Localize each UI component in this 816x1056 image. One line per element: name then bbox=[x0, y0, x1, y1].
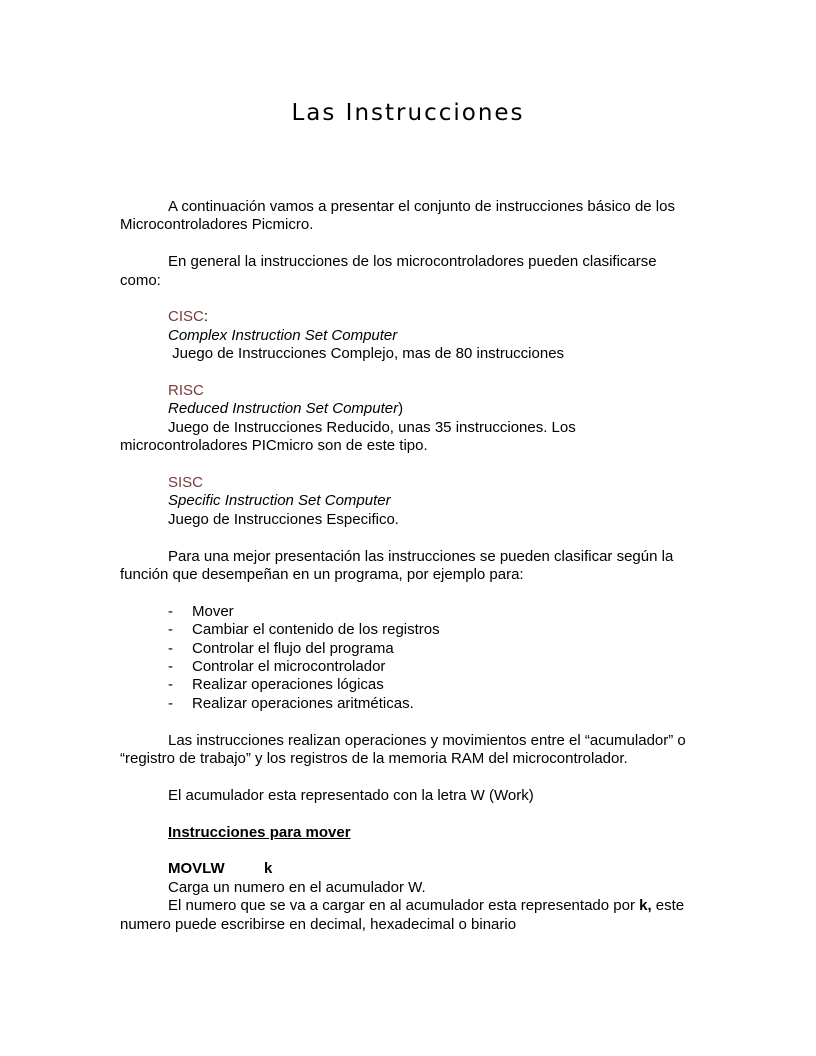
risc-block: RISC Reduced Instruction Set Computer) Juego de Instrucciones Reducido, unas 35 instrucciones. Los microcontroladores PICmicro son de este tipo. bbox=[120, 382, 700, 456]
function-list bbox=[120, 603, 700, 713]
list-item: - Cambiar el contenido de los registros bbox=[168, 621, 440, 639]
list-item: - Controlar el flujo del programa bbox=[168, 639, 394, 657]
movlw-command: MOVLW bbox=[168, 860, 225, 878]
function-classification-paragraph: Para una mejor presentación las instrucciones se pueden clasificar según la función que desempeñan en un programa, por ejemplo para: bbox=[120, 547, 674, 584]
risc-term: RISC bbox=[168, 382, 204, 400]
list-item: - Mover bbox=[168, 602, 234, 620]
classification-paragraph: En general la instrucciones de los microcontroladores pueden clasificarse como: bbox=[120, 253, 657, 289]
sisc-description: Juego de Instrucciones Especifico. bbox=[168, 510, 399, 528]
cisc-description: Juego de Instrucciones Complejo, mas de 80 instrucciones bbox=[168, 345, 565, 363]
risc-description: Juego de Instrucciones Reducido, unas 35 instrucciones. Los microcontroladores PICmicro son de este tipo. bbox=[120, 418, 576, 455]
movlw-description: Carga un numero en el acumulador W. bbox=[168, 878, 426, 896]
risc-fullname: Reduced Instruction Set Computer bbox=[168, 400, 399, 418]
section-heading: Instrucciones para mover bbox=[168, 823, 351, 841]
accumulator-paragraph: El acumulador esta representado con la letra W (Work) bbox=[168, 786, 534, 804]
intro-paragraph: A continuación vamos a presentar el conjunto de instrucciones básico de los Microcontroladores Picmicro. bbox=[120, 198, 675, 234]
cisc-fullname: Complex Instruction Set Computer bbox=[168, 326, 398, 344]
list-item: - Controlar el microcontrolador bbox=[168, 658, 386, 676]
sisc-term: SISC bbox=[168, 474, 204, 492]
movlw-argument: k bbox=[264, 860, 273, 878]
operations-paragraph: Las instrucciones realizan operaciones y movimientos entre el “acumulador” o “registro de trabajo” y los registros de la memoria RAM del microcontrolador. bbox=[120, 731, 686, 768]
movlw-block bbox=[120, 860, 700, 934]
document-body bbox=[120, 198, 700, 934]
list-item: - Realizar operaciones aritméticas. bbox=[168, 694, 414, 712]
sisc-block bbox=[120, 474, 700, 529]
page-title: Las Instrucciones bbox=[291, 100, 525, 126]
list-item: - Realizar operaciones lógicas bbox=[168, 676, 384, 694]
cisc-block: CISC: Complex Instruction Set Computer Juego de Instrucciones Complejo, mas de 80 instrucciones bbox=[120, 308, 700, 363]
cisc-term: CISC bbox=[168, 308, 204, 326]
sisc-fullname: Specific Instruction Set Computer bbox=[168, 492, 391, 510]
movlw-detail: El numero que se va a cargar en al acumulador esta representado por k, este numero puede escribirse en decimal, hexadecimal o binario bbox=[120, 897, 685, 933]
